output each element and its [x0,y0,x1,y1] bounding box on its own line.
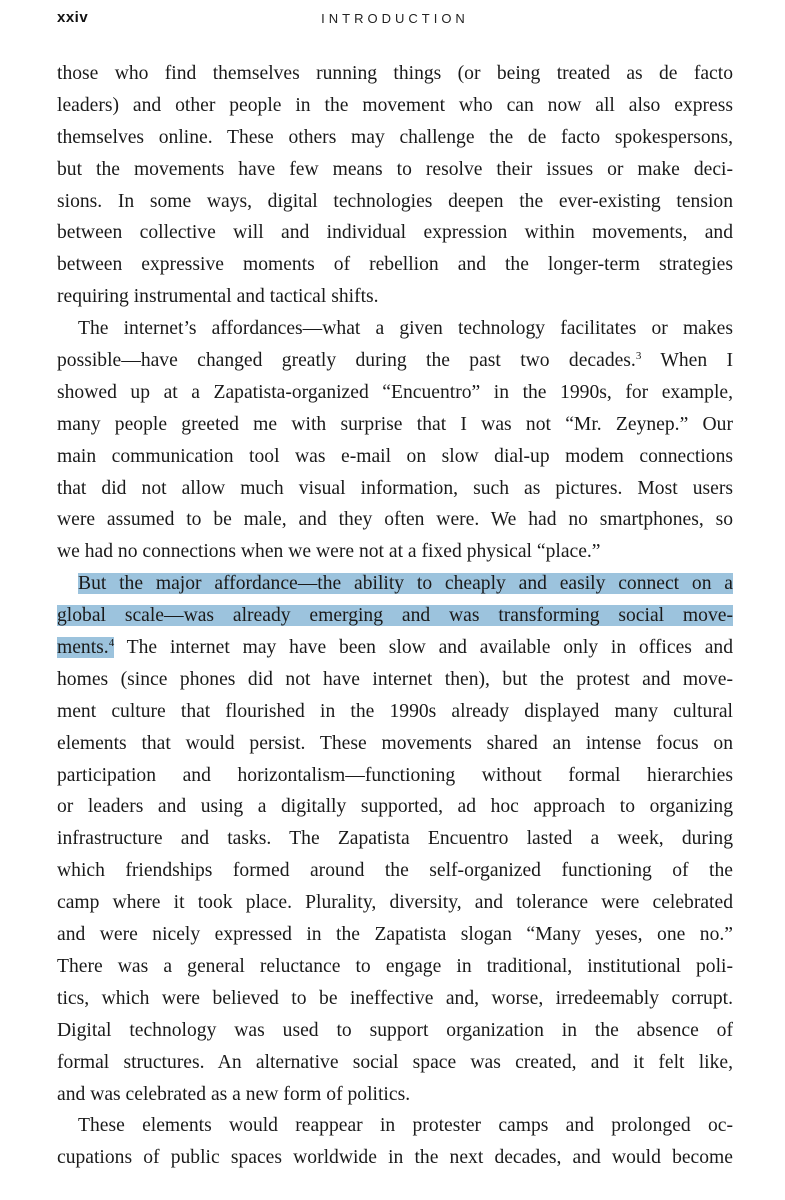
page-header [57,9,733,33]
text-line: themselves online. These others may challenge the de facto spokespersons, [57,126,733,148]
footnote-ref[interactable]: 4 [108,637,115,650]
paragraph-4 [57,1110,733,1174]
text-highlight[interactable] [57,637,114,658]
text-line: elements that would persist. These movements shared an intense focus on [57,732,733,754]
text-line: between collective will and individual expression within movements, and [57,222,733,244]
text-line: There was a general reluctance to engage in traditional, institutional poli- [57,955,733,977]
running-head: INTRODUCTION [321,11,469,26]
text-segment: The internet may have been slow and available only in offices and [114,637,733,659]
text-line: These elements would reappear in protester camps and prolonged oc- [78,1115,733,1137]
text-line: cupations of public spaces worldwide in the next decades, and would become [57,1147,733,1169]
text-line: showed up at a Zapatista-organized “Encuentro” in the 1990s, for example, [57,381,733,403]
text-line: participation and horizontalism—functioning without formal hierarchies [57,764,733,786]
text-segment: When I [641,350,733,372]
text-line: main communication tool was e-mail on slow dial-up modem connections [57,445,733,467]
text-line: and was celebrated as a new form of politics. [57,1083,411,1105]
text-line: formal structures. An alternative social space was created, and it felt like, [57,1051,733,1073]
text-line: between expressive moments of rebellion and the longer-term strategies [57,254,733,276]
paragraph-3 [57,568,733,1110]
text-line: camp where it took place. Plurality, diversity, and tolerance were celebrated [57,892,733,914]
text-line: The internet’s affordances—what a given technology facilitates or makes [78,318,733,340]
page-number: xxiv [57,9,89,26]
text-line: or leaders and using a digitally supported, ad hoc approach to organizing [57,796,733,818]
highlighted-line [57,600,733,632]
text-highlight[interactable]: But the major affordance—the ability to cheaply and easily connect on a [78,573,733,595]
text-line: those who find themselves running things (or being treated as de facto [57,63,733,84]
text-line: requiring instrumental and tactical shifts. [57,286,379,308]
paragraph-2 [57,313,733,568]
text-line: ment culture that flourished in the 1990s already displayed many cultural [57,700,733,722]
text-line: tics, which were believed to be ineffective and, worse, irredeemably corrupt. [57,987,733,1009]
text-line: sions. In some ways, digital technologies deepen the ever-existing tension [57,190,733,212]
text-line: and were nicely expressed in the Zapatista slogan “Many yeses, one no.” [57,924,733,946]
text-line: many people greeted me with surprise that I was not “Mr. Zeynep.” Our [57,413,733,435]
text-line: that did not allow much visual information, such as pictures. Most users [57,477,733,499]
text-segment: possible—have changed greatly during the past two decades. [57,350,636,372]
text-segment: ments. [57,637,109,659]
highlighted-line [57,568,733,600]
text-line [57,632,733,664]
footnote-ref[interactable]: 3 [635,350,642,363]
text-line: Digital technology was used to support organization in the absence of [57,1019,733,1041]
text-line [57,345,733,377]
text-line: infrastructure and tasks. The Zapatista Encuentro lasted a week, during [57,828,733,850]
paragraph-1 [57,58,733,313]
text-highlight[interactable]: global scale—was already emerging and was transforming social move- [57,605,733,627]
text-line: we had no connections when we were not at a fixed physical “place.” [57,541,601,563]
text-line: but the movements have few means to resolve their issues or make deci- [57,158,733,180]
text-line: homes (since phones did not have internet then), but the protest and move- [57,668,733,690]
text-line: leaders) and other people in the movement who can now all also express [57,94,733,116]
text-line: which friendships formed around the self-organized functioning of the [57,860,733,882]
body-text [57,58,733,1174]
text-line: were assumed to be male, and they often were. We had no smartphones, so [57,509,733,531]
